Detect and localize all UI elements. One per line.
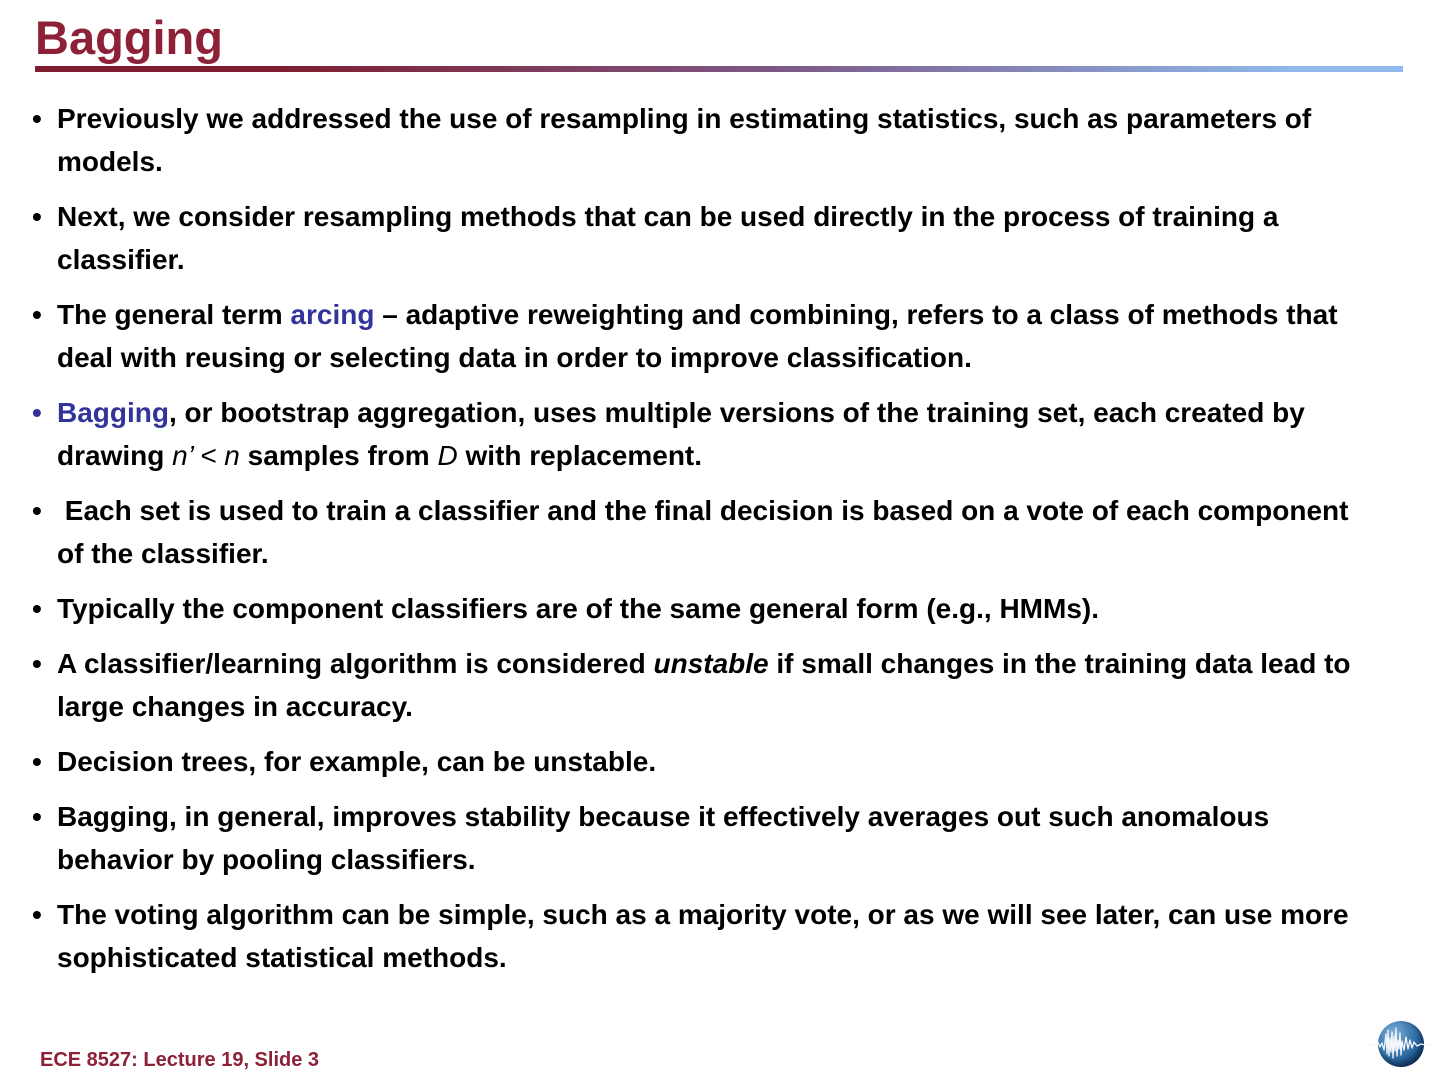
- bullet-icon: •: [32, 397, 42, 428]
- text-segment: Bagging, in general, improves stability because it effectively averages out such anomalous behavior by pooling classifiers.: [57, 801, 1277, 875]
- text-segment: if small changes in the training data lead to large changes in accuracy.: [57, 648, 1359, 722]
- text-segment: Bagging: [57, 397, 169, 428]
- list-item: [30, 293, 1382, 379]
- page-title: Bagging: [35, 11, 223, 64]
- bullet-icon: •: [32, 495, 42, 526]
- bullet-icon: •: [32, 801, 42, 832]
- waveform-icon: [1371, 1021, 1431, 1067]
- list-item: [30, 893, 1382, 979]
- text-segment: Decision trees, for example, can be unstable.: [57, 746, 657, 777]
- text-segment: with replacement.: [457, 440, 703, 471]
- bullet-icon: •: [32, 299, 42, 330]
- title-divider: [35, 66, 1403, 72]
- text-segment: samples from: [239, 440, 438, 471]
- list-item: [30, 740, 1382, 783]
- bullet-icon: •: [32, 899, 42, 930]
- text-segment: D: [437, 440, 458, 471]
- bullet-icon: •: [32, 746, 42, 777]
- list-item: [30, 489, 1382, 575]
- list-item: [30, 391, 1382, 477]
- slide-body: [30, 97, 1382, 991]
- bullet-list: [30, 97, 1382, 979]
- text-segment: The voting algorithm can be simple, such as a majority vote, or as we will see later, can use more sophisticated statistical methods.: [57, 899, 1357, 973]
- list-item: [30, 795, 1382, 881]
- text-segment: Typically the component classifiers are of the same general form (e.g., HMMs).: [57, 593, 1099, 624]
- footer-slide-label: ECE 8527: Lecture 19, Slide 3: [40, 1049, 320, 1071]
- text-segment: A classifier/learning algorithm is considered: [57, 648, 654, 679]
- text-segment: unstable: [653, 648, 769, 679]
- bullet-icon: •: [32, 648, 42, 679]
- text-segment: Next, we consider resampling methods that can be used directly in the process of training a classifier.: [57, 201, 1287, 275]
- bullet-icon: •: [32, 593, 42, 624]
- text-segment: arcing: [290, 299, 375, 330]
- bullet-icon: •: [32, 201, 42, 232]
- text-segment: – adaptive reweighting and combining, refers to a class of methods that deal with reusing or selecting data in order to improve classification.: [57, 299, 1346, 373]
- text-segment: The general term: [57, 299, 291, 330]
- list-item: [30, 97, 1382, 183]
- bullet-icon: •: [32, 103, 42, 134]
- list-item: [30, 195, 1382, 281]
- list-item: [30, 642, 1382, 728]
- text-segment: n’ < n: [172, 440, 240, 471]
- waveform-globe-icon: [1378, 1021, 1424, 1067]
- text-segment: Previously we addressed the use of resampling in estimating statistics, such as parameters of models.: [57, 103, 1319, 177]
- list-item: [30, 587, 1382, 630]
- text-segment: , or bootstrap aggregation, uses multiple versions of the training set, each created by drawing: [57, 397, 1313, 471]
- text-segment: Each set is used to train a classifier and the final decision is based on a vote of each component of the classifier.: [57, 495, 1357, 569]
